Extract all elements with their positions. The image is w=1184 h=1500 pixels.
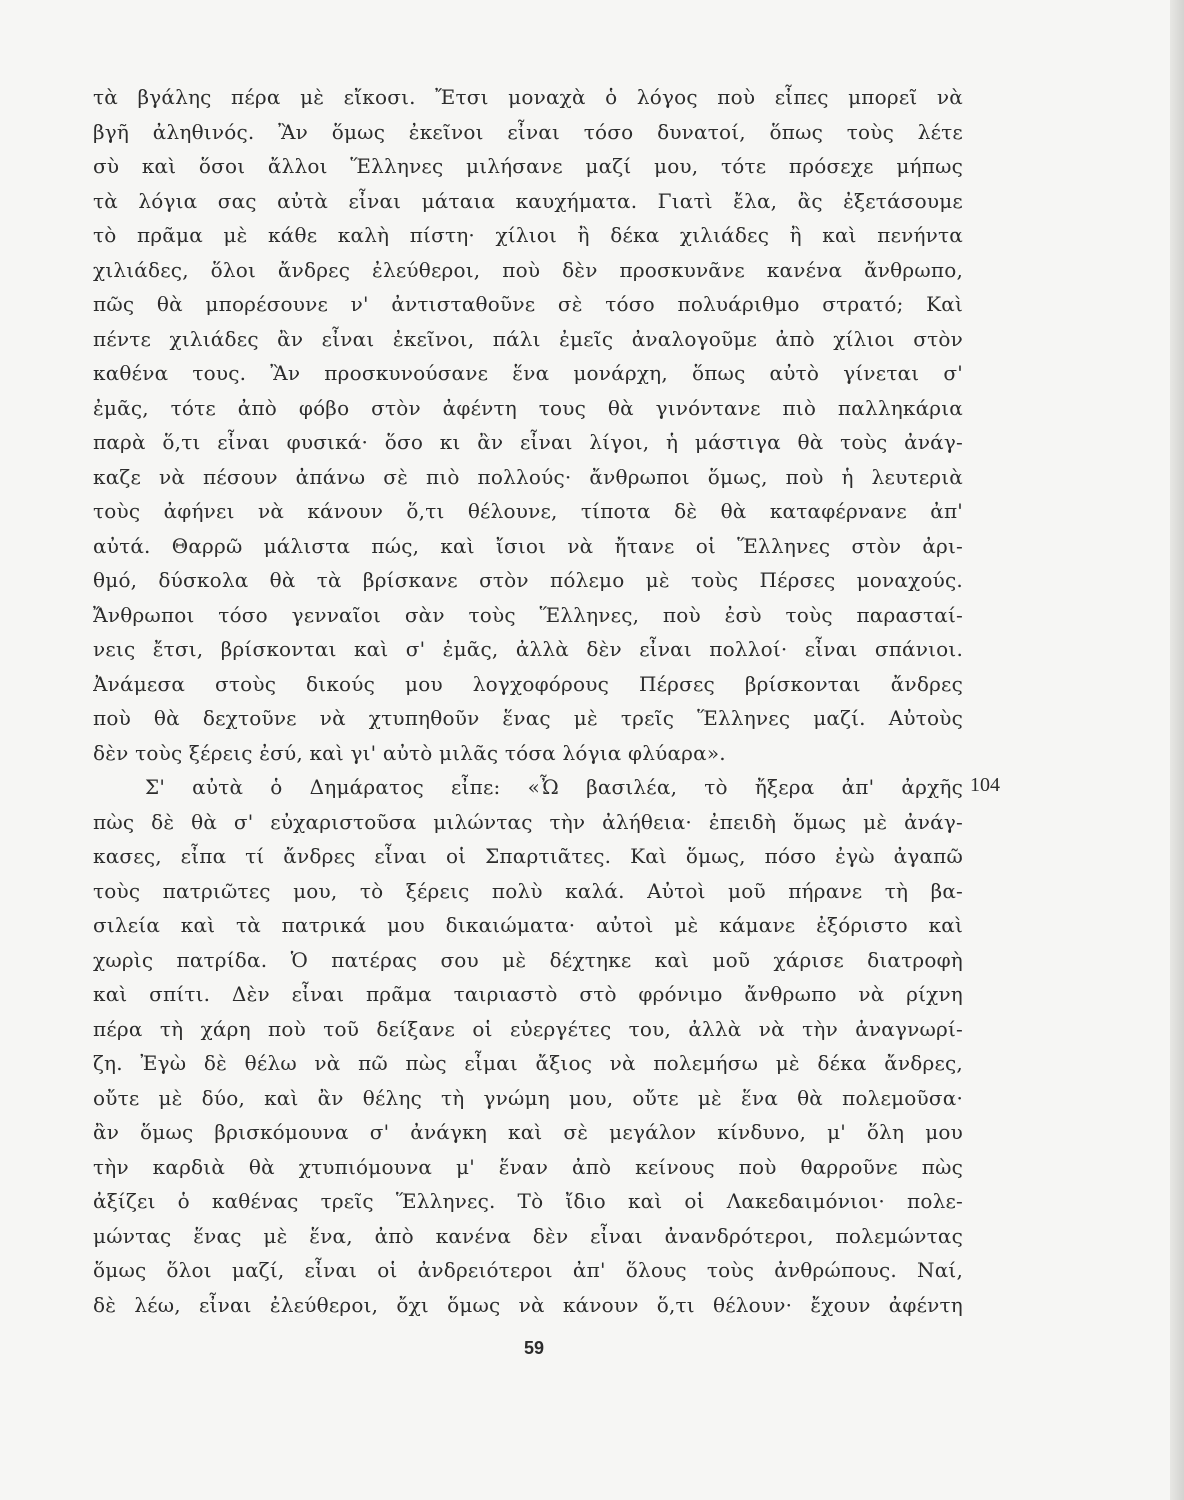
text-line: τὰ λόγια σας αὐτὰ εἶναι μάταια καυχήματα. Γιατὶ ἔλα, ἂς ἐξετάσουμε <box>93 188 963 213</box>
text-line: τὰ βγάλης πέρα μὲ εἴκοσι. Ἔτσι μοναχὰ ὁ λόγος ποὺ εἶπες μπορεῖ νὰ <box>93 85 963 109</box>
text-line: σιλεία καὶ τὰ πατρικά μου δικαιώματα· αὐτοὶ μὲ κάμανε ἐξόριστο καὶ <box>93 913 963 937</box>
page-number: 59 <box>523 1338 545 1358</box>
margin-section-number: 104 <box>970 774 1000 796</box>
text-line: ἐμᾶς, τότε ἀπὸ φόβο στὸν ἀφέντη τους θὰ γινόντανε πιὸ παλληκάρια <box>93 395 963 420</box>
text-line: Ἀνάμεσα στοὺς δικούς μου λογχοφόρους Πέρσες βρίσκονται ἄνδρες <box>93 671 963 696</box>
text-line: τοὺς πατριῶτες μου, τὸ ξέρεις πολὺ καλά. Αὐτοὶ μοῦ πήρανε τὴ βα- <box>93 878 963 903</box>
text-line: ἂν ὅμως βρισκόμουνα σ' ἀνάγκη καὶ σὲ μεγάλον κίνδυνο, μ' ὅλη μου <box>93 1120 963 1144</box>
text-line: θμό, δύσκολα θὰ τὰ βρίσκανε στὸν πόλεμο μὲ τοὺς Πέρσες μοναχούς. <box>93 568 963 592</box>
text-line: βγῆ ἀληθινός. Ἂν ὅμως ἐκεῖνοι εἶναι τόσο δυνατοί, ὅπως τοὺς λέτε <box>93 119 963 144</box>
text-line: καζε νὰ πέσουν ἀπάνω σὲ πιὸ πολλούς· ἄνθρωποι ὅμως, ποὺ ἡ λευτεριὰ <box>93 464 963 489</box>
text-line: ζη. Ἐγὼ δὲ θέλω νὰ πῶ πὼς εἶμαι ἄξιος νὰ πολεμήσω μὲ δέκα ἄνδρες, <box>93 1051 963 1075</box>
text-line: πέντε χιλιάδες ἂν εἶναι ἐκεῖνοι, πάλι ἐμεῖς ἀναλογοῦμε ἀπὸ χίλιοι στὸν <box>93 326 963 351</box>
text-line: νεις ἔτσι, βρίσκονται καὶ σ' ἐμᾶς, ἀλλὰ δὲν εἶναι πολλοί· εἶναι σπάνιοι. <box>93 637 963 661</box>
text-line: μώντας ἕνας μὲ ἕνα, ἀπὸ κανένα δὲν εἶναι ἀνανδρότεροι, πολεμώντας <box>93 1223 963 1248</box>
text-line: πῶς θὰ μπορέσουνε ν' ἀντισταθοῦνε σὲ τόσο πολυάριθμο στρατό; Καὶ <box>93 292 963 316</box>
text-line: Σ' αὐτὰ ὁ Δημάρατος εἶπε: «Ὦ βασιλέα, τὸ ἤξερα ἀπ' ἀρχῆς <box>145 775 963 799</box>
page-edge-shadow <box>1170 0 1184 1500</box>
text-line: πὼς δὲ θὰ σ' εὐχαριστοῦσα μιλώντας τὴν ἀλήθεια· ἐπειδὴ ὅμως μὲ ἀνάγ- <box>93 809 963 834</box>
text-line: χωρὶς πατρίδα. Ὁ πατέρας σου μὲ δέχτηκε καὶ μοῦ χάρισε διατροφὴ <box>93 947 963 972</box>
text-line: ἀξίζει ὁ καθένας τρεῖς Ἕλληνες. Τὸ ἴδιο καὶ οἱ Λακεδαιμόνιοι· πολε- <box>93 1189 963 1213</box>
text-line: τὴν καρδιὰ θὰ χτυπιόμουνα μ' ἕναν ἀπὸ κείνους ποὺ θαρροῦνε πὼς <box>93 1154 963 1179</box>
text-line: Ἄνθρωποι τόσο γενναῖοι σὰν τοὺς Ἕλληνες, ποὺ ἐσὺ τοὺς παρασταί- <box>93 602 963 627</box>
text-line: σὺ καὶ ὅσοι ἄλλοι Ἕλληνες μιλήσανε μαζί μου, τότε πρόσεχε μήπως <box>93 154 963 178</box>
text-line: χιλιάδες, ὅλοι ἄνδρες ἐλεύθεροι, ποὺ δὲν προσκυνᾶνε κανένα ἄνθρωπο, <box>93 257 963 282</box>
text-line: δὲν τοὺς ξέρεις ἐσύ, καὶ γι' αὐτὸ μιλᾶς τόσα λόγια φλύαρα». <box>93 740 726 765</box>
text-line: ὅμως ὅλοι μαζί, εἶναι οἱ ἀνδρειότεροι ἀπ' ὅλους τοὺς ἀνθρώπους. Ναί, <box>93 1258 963 1282</box>
text-line: αὐτά. Θαρρῶ μάλιστα πώς, καὶ ἴσιοι νὰ ἤτανε οἱ Ἕλληνες στὸν ἀρι- <box>93 533 963 558</box>
text-line: παρὰ ὅ,τι εἶναι φυσικά· ὅσο κι ἂν εἶναι λίγοι, ἡ μάστιγα θὰ τοὺς ἀνάγ- <box>93 430 963 454</box>
text-line: τὸ πρᾶμα μὲ κάθε καλὴ πίστη· χίλιοι ἢ δέκα χιλιάδες ἢ καὶ πενήντα <box>93 223 963 247</box>
text-line: πέρα τὴ χάρη ποὺ τοῦ δείξανε οἱ εὐεργέτες του, ἀλλὰ νὰ τὴν ἀναγνωρί- <box>93 1016 963 1041</box>
text-line: οὔτε μὲ δύο, καὶ ἂν θέλης τὴ γνώμη μου, οὔτε μὲ ἕνα θὰ πολεμοῦσα· <box>93 1085 963 1110</box>
body-text <box>93 80 963 1322</box>
text-line: κασες, εἶπα τί ἄνδρες εἶναι οἱ Σπαρτιᾶτες. Καὶ ὅμως, πόσο ἐγὼ ἀγαπῶ <box>93 844 963 868</box>
text-line: ποὺ θὰ δεχτοῦνε νὰ χτυπηθοῦν ἕνας μὲ τρεῖς Ἕλληνες μαζί. Αὐτοὺς <box>93 706 963 730</box>
text-line: τοὺς ἀφήνει νὰ κάνουν ὅ,τι θέλουνε, τίποτα δὲ θὰ καταφέρνανε ἀπ' <box>93 499 963 523</box>
text-line: καθένα τους. Ἂν προσκυνούσανε ἕνα μονάρχη, ὅπως αὐτὸ γίνεται σ' <box>93 361 963 385</box>
text-line: καὶ σπίτι. Δὲν εἶναι πρᾶμα ταιριαστὸ στὸ φρόνιμο ἄνθρωπο νὰ ρίχνη <box>93 982 963 1006</box>
text-line: δὲ λέω, εἶναι ἐλεύθεροι, ὄχι ὅμως νὰ κάνουν ὅ,τι θέλουν· ἔχουν ἀφέντη <box>93 1292 963 1317</box>
